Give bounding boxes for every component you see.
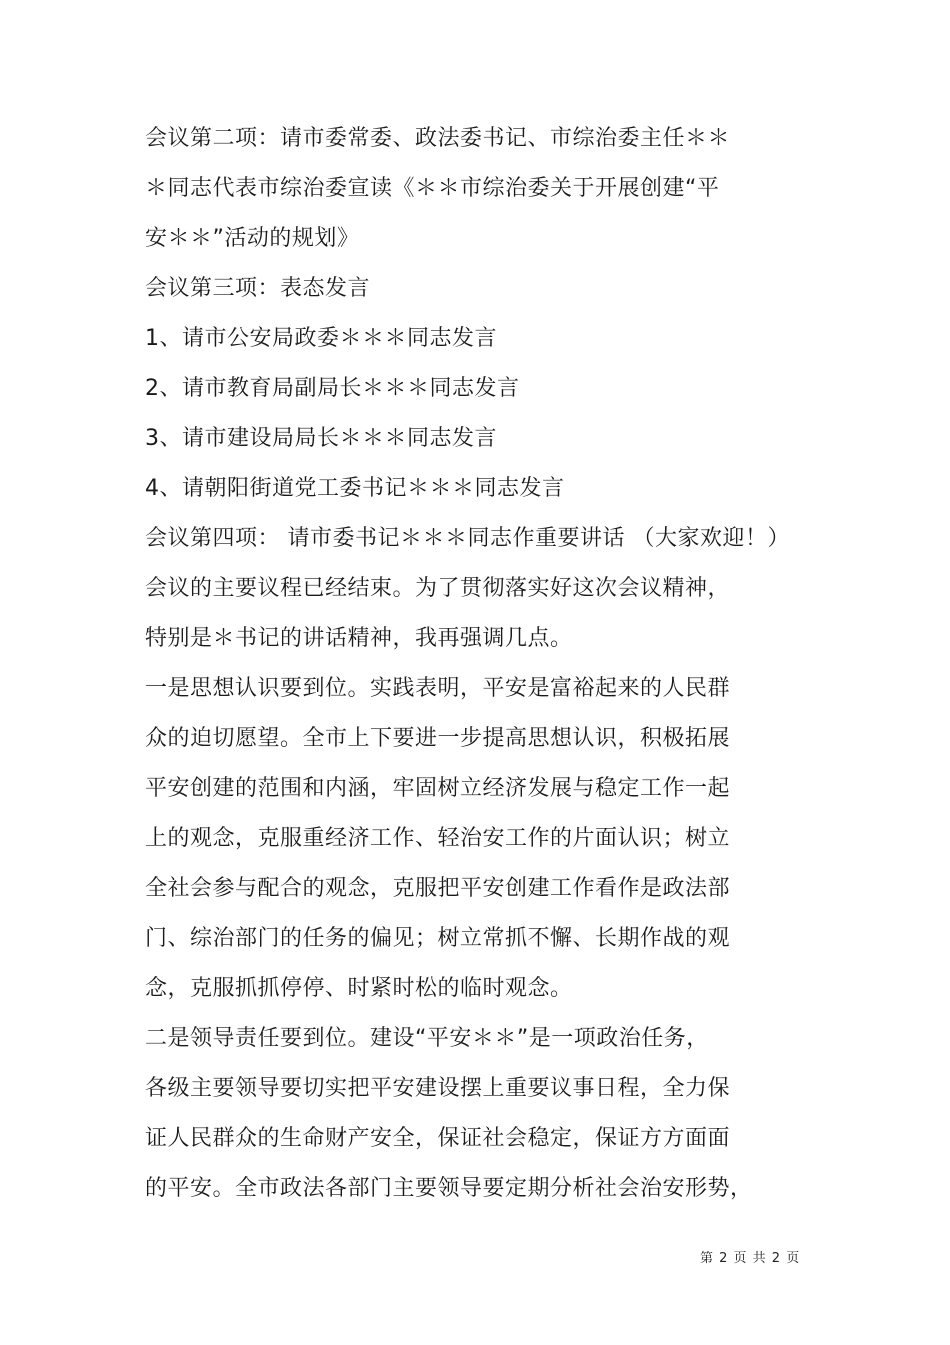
text-line: 1、请市公安局政委＊＊＊同志发言 (145, 326, 497, 351)
text-line: 2、请市教育局副局长＊＊＊同志发言 (145, 376, 520, 401)
text-line: 会议第四项： 请市委书记＊＊＊同志作重要讲话 （大家欢迎！） (145, 526, 790, 551)
text-line: 证人民群众的生命财产安全，保证社会稳定，保证方方面面 (145, 1126, 731, 1151)
text-line: 安＊＊”活动的规划》 (145, 226, 360, 251)
text-line: 众的迫切愿望。全市上下要进一步提高思想认识，积极拓展 (145, 726, 731, 751)
page-number-footer: 第 2 页 共 2 页 (700, 1251, 801, 1266)
text-line: 各级主要领导要切实把平安建设摆上重要议事日程，全力保 (145, 1076, 731, 1101)
text-line: 3、请市建设局局长＊＊＊同志发言 (145, 426, 497, 451)
text-line: 一是思想认识要到位。实践表明，平安是富裕起来的人民群 (145, 676, 731, 701)
text-line: 的平安。全市政法各部门主要领导要定期分析社会治安形势， (145, 1176, 753, 1201)
text-line: 会议第三项：表态发言 (145, 276, 371, 301)
text-line: 上的观念，克服重经济工作、轻治安工作的片面认识；树立 (145, 826, 731, 851)
text-line: 二是领导责任要到位。建设“平安＊＊”是一项政治任务， (145, 1026, 709, 1051)
text-line: 平安创建的范围和内涵，牢固树立经济发展与稳定工作一起 (145, 776, 731, 801)
text-line: ＊同志代表市综治委宣读《＊＊市综治委关于开展创建“平 (145, 176, 720, 201)
text-line: 念，克服抓抓停停、时紧时松的临时观念。 (145, 976, 573, 1001)
text-line: 会议第二项：请市委常委、政法委书记、市综治委主任＊＊ (145, 126, 731, 151)
text-line: 特别是＊书记的讲话精神，我再强调几点。 (145, 626, 573, 651)
text-line: 4、请朝阳街道党工委书记＊＊＊同志发言 (145, 476, 565, 501)
text-line: 门、综治部门的任务的偏见；树立常抓不懈、长期作战的观 (145, 926, 731, 951)
text-line: 会议的主要议程已经结束。为了贯彻落实好这次会议精神， (145, 576, 731, 601)
text-line: 全社会参与配合的观念，克服把平安创建工作看作是政法部 (145, 876, 731, 901)
